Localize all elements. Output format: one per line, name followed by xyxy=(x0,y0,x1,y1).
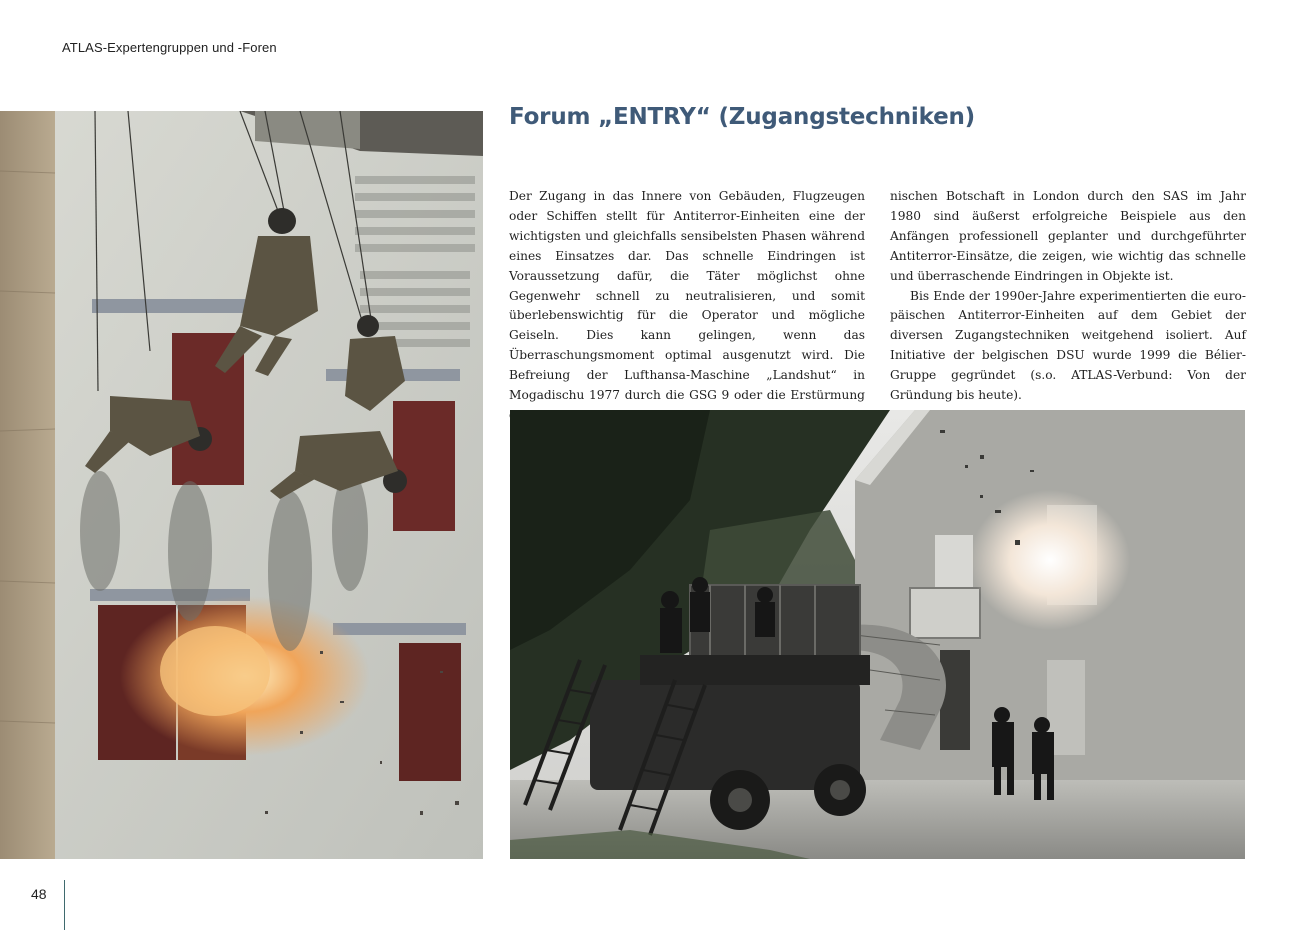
text-column-2 xyxy=(890,187,1246,406)
paragraph: nischen Botschaft in London durch den SAS im Jahr 1980 sind äußerst erfolgreiche Beispiele aus den Anfängen professionell geplanter und durchgeführter Antiterror-Einsätze, die zeigen, wie wichtig das schnelle und überraschende Eindringen in Objekte ist. xyxy=(890,189,1246,283)
armored-vehicle-photo xyxy=(510,410,1245,859)
folio-divider xyxy=(64,880,65,930)
paragraph: Der Zugang in das Innere von Gebäuden, Flugzeugen oder Schiffen stellt für Antiterror-Einheiten eine der wichtigsten und gleichfalls sensibelsten Phasen während eines Einsatzes dar. Das schnelle Eindringen ist Voraussetzung dafür, die Täter möglichst ohne Gegenwehr schnell zu neutralisieren, und somit überlebenswichtig für die Operator und mögliche Geiseln. Dies kann gelingen, wenn das Überraschungsmoment optimal ausgenutzt wird. Die Befreiung der Lufthansa-Maschine „Landshut“ in Mogadischu 1977 durch die GSG 9 oder die Erstürmung xyxy=(509,189,865,403)
rappelling-photo xyxy=(0,111,483,859)
page-number: 48 xyxy=(31,886,47,902)
running-head: ATLAS-Expertengruppen und -Foren xyxy=(62,40,277,55)
rappelling-photo-illustration xyxy=(0,111,483,859)
paragraph: Bis Ende der 1990er-Jahre experimentierten die europäischen Antiterror-Einheiten auf dem Gebiet der diversen Zugangstechniken weitgehend isoliert. Auf Initiative der belgischen DSU wurde 1999 die Bélier-Gruppe gegründet (s.o. ATLAS-Verbund: Von der Gründung bis heute). xyxy=(890,288,1246,403)
article-title: Forum „ENTRY“ (Zugangstechniken) xyxy=(509,104,975,130)
armored-vehicle-photo-illustration xyxy=(510,410,1245,859)
text-column-1 xyxy=(509,187,865,426)
